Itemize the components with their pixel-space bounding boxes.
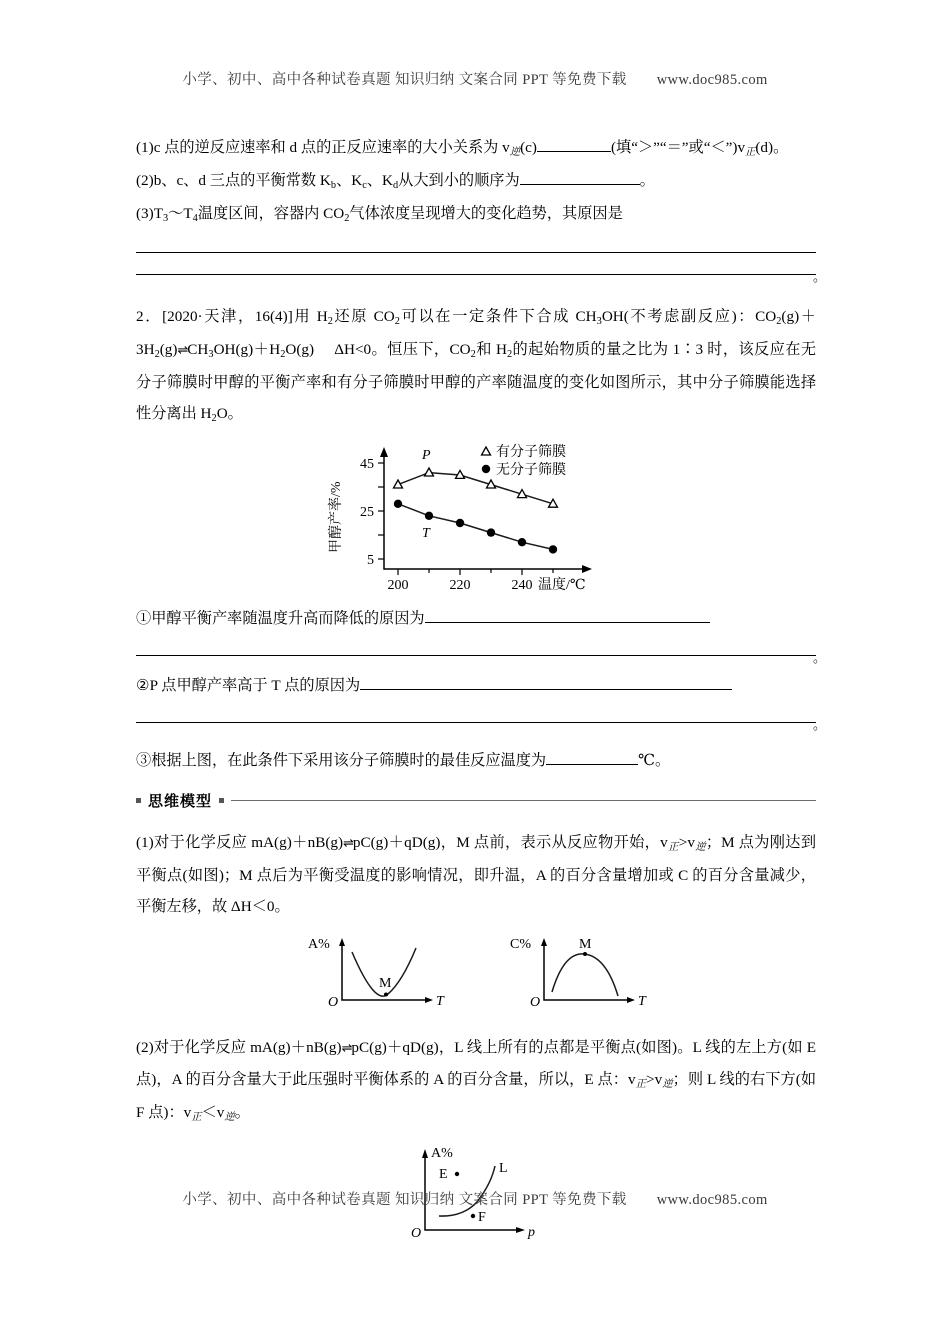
q1-item1-text-b: (c) [520,139,537,156]
q2-stem-sub-h2od: 2 [211,412,217,424]
q2-sub2-period: 。 [812,717,826,732]
legend-marker-no-membrane-icon [482,465,490,473]
figure-C-percent-vs-T [502,934,652,1014]
fig-left-point-M [384,993,388,997]
q2-sub1-period: 。 [812,650,826,665]
q1-item1-text-d: (d)。 [755,139,789,156]
methanol-yield-chart [136,441,816,593]
q2-stem-d: OH(不考虑副反应)：CO [601,308,777,325]
q1-item2-blank-1[interactable] [520,184,640,185]
q1-item3-blank-line-2[interactable] [136,274,816,275]
fig-right-x-label: T [638,994,646,1009]
q2-stem-h: OH(g)＋H [213,341,281,358]
q1-item1-sub-inverse: 逆 [509,146,521,158]
q2-stem-k: 的起始物质的量之比为 1∶3 时，该反应在无分子筛膜时甲醇的平衡产率和有分子筛膜时甲醇的产率随温度的变化如图所示，其中分子筛膜能选择性分离出 H [136,341,816,422]
q1-item3-sub-4: 4 [192,212,198,224]
q2-stem-sub-h2c: 2 [506,348,513,360]
model-p2-text-f: 。 [234,1104,250,1121]
chart-xtick-label-200: 200 [387,578,409,593]
fig-right-origin-label: O [530,995,541,1010]
q2-sub3-text-b: ℃。 [638,752,671,769]
fig-lp-label-F: F [478,1210,486,1225]
model-p1-sub-forward: 正 [667,841,679,853]
section-title: 思维模型 [148,793,213,810]
figure-pair-AC-vs-T [136,934,816,1014]
series-no-membrane-point-200 [394,500,402,508]
fig-lp-point-F [471,1214,475,1218]
model-p2-text-d: ；则 L 线的右下方(如 F 点)：v [136,1071,817,1121]
model-paragraph-1 [136,827,816,922]
q2-stem-j: 和 H [475,341,507,358]
model-p1-text-c: >v [678,834,695,851]
q1-item2-text-b: 、K [336,172,363,189]
series-no-membrane-point-230 [487,528,495,536]
model-p2-sub-inverse-2: 逆 [224,1111,235,1123]
model-p1-text-d: ；M 点为刚达到平衡点(如图)；M 点后为平衡受温度的影响情况，即升温，A 的百分含量增加或 C 的百分含量减少，平衡左移，故 ΔH＜0。 [136,834,817,915]
series-no-membrane-point-250 [549,545,557,553]
q2-stem-sub-co2c: 2 [470,348,476,360]
model-p2-sub-inverse: 逆 [662,1078,673,1090]
q2-stem-e: (g)＋3H [136,308,816,358]
chart-ytick-label-25: 25 [360,505,374,520]
q2-stem-sub-co2b: 2 [776,315,782,327]
equilibrium-arrow-icon-2: ⇌ [343,836,353,851]
chart-x-axis-label: 温度/℃ [538,578,586,593]
model-p2-text-a: (2)对于化学反应 mA(g)＋nB(g) [136,1039,342,1056]
fig-lp-origin-label: O [411,1226,422,1241]
series-no-membrane-point-220 [456,519,464,527]
series-no-membrane-point-210 [425,512,433,520]
fig-right-y-label: C% [510,937,531,952]
legend-label-no-membrane: 无分子筛膜 [496,463,566,478]
fig-right-label-M: M [579,937,592,952]
fig-lp-x-label: p [528,1225,535,1240]
q1-item2-sub-b: b [330,179,337,191]
watermark-url: www.doc985.com [656,72,768,88]
q2-stem-a: 2．[2020·天津，16(4)]用 H [136,308,328,325]
q2-sub2-blank-inline[interactable] [360,689,732,690]
fig-left-label-M: M [379,976,392,991]
model-p1-sub-inverse: 逆 [694,841,706,853]
chart-annotation-P: P [422,448,431,463]
q1-item2-sub-d: d [392,179,399,191]
equilibrium-arrow-icon-3: ⇌ [341,1041,352,1056]
fig-lp-label-L: L [499,1161,508,1176]
fig-right-point-M [583,952,587,956]
model-p2-text-e: ＜v [201,1104,225,1121]
q2-stem-sub-h2o: 2 [280,348,286,360]
q2-sub1-answer-area [136,650,826,665]
header-watermark [0,68,950,89]
q1-item1-blank-1[interactable] [537,151,611,152]
q2-sub2-answer-area [136,717,826,732]
q2-stem-sub-co2: 2 [394,315,400,327]
fig-lp-point-E [455,1172,459,1176]
q2-stem-b: 还原 CO [332,308,395,325]
model-p1-text-a: (1)对于化学反应 mA(g)＋nB(g) [136,834,344,851]
fig-lp-y-label: A% [431,1146,453,1161]
q2-stem-f: (g) [159,341,178,358]
legend-label-with-membrane: 有分子筛膜 [496,445,566,460]
q1-item3-text-a: (3)T [136,205,163,222]
q1-item3-blank-line-1[interactable] [136,252,816,253]
footer-watermark-text: 小学、初中、高中各种试卷真题 知识归纳 文案合同 PPT 等免费下载 [182,1192,627,1208]
document-content [136,132,826,1249]
q1-item1-text-a: (1)c 点的逆反应速率和 d 点的正反应速率的大小关系为 v [136,139,510,156]
q2-sub3-text-a: ③根据上图，在此条件下采用该分子筛膜时的最佳反应温度为 [136,752,547,769]
q2-stem-sub-h2b: 2 [154,348,160,360]
q1-item3-sub-3: 3 [163,212,169,224]
q1-item3-answer-area [136,252,826,284]
q1-item3-text-b: ～T [168,205,193,222]
chart-ytick-label-5: 5 [367,553,374,568]
chart-xtick-label-240: 240 [511,578,533,593]
model-p2-text-b: pC(g)＋qD(g)，L 线上所有的点都是平衡点(如图)。L 线的左上方(如 E 点)，A 的百分含量大于此压强时平衡体系的 A 的百分含量，所以，E 点：v [136,1039,816,1088]
legend-marker-with-membrane-icon [482,447,491,455]
q1-item2-sub-c: c [362,179,367,191]
model-p2-sub-forward-2: 正 [191,1111,202,1123]
fig-lp-x-arrow-icon [516,1227,525,1233]
footer-watermark [0,1188,950,1209]
series-with-membrane-point-210 [425,468,434,476]
bullet-square-right-icon [219,798,224,803]
q2-sub1-text: ①甲醇平衡产率随温度升高而降低的原因为 [136,610,425,627]
q2-stem-sub-ch3: 3 [596,315,602,327]
q1-item3-sub-co2: 2 [344,212,350,224]
chart-x-arrow-icon [582,565,592,573]
q1-item2-text-d: 从大到小的顺序为 [398,172,520,189]
fig-lp-y-arrow-icon [422,1149,428,1158]
q2-stem-i: O(g) ΔH<0。恒压下，CO [285,341,471,358]
q2-stem [136,301,816,431]
chart-svg [326,441,626,593]
model-p2-sub-forward: 正 [635,1078,647,1090]
chart-ytick-label-45: 45 [360,457,374,472]
fig-left-y-arrow-icon [339,938,345,946]
q1-item-3 [136,198,816,231]
fig-right-curve [552,954,618,996]
fig-right-x-arrow-icon [627,997,635,1003]
fig-left-origin-label: O [328,995,339,1010]
chart-xtick-label-220: 220 [449,578,471,593]
q2-sub3-blank[interactable] [546,764,638,765]
q2-sub-1 [136,603,816,634]
q2-sub-3 [136,745,816,776]
q1-item2-text-a: (2)b、c、d 三点的平衡常数 K [136,172,331,189]
model-paragraph-2 [136,1032,816,1130]
chart-annotation-T: T [422,526,430,541]
q2-stem-c: 可以在一定条件下合成 CH [399,308,597,325]
q1-item2-text-c: 、K [366,172,393,189]
q2-stem-l: O。 [216,405,243,422]
section-divider [231,800,816,801]
q1-item3-period: 。 [812,269,826,284]
q1-item-2 [136,165,816,198]
footer-watermark-url: www.doc985.com [656,1192,768,1208]
q2-stem-sub-ch3b: 3 [208,348,214,360]
figure-A-percent-vs-T [300,934,450,1014]
q2-sub1-blank-line-1[interactable] [136,655,816,656]
q1-item-1 [136,132,816,165]
q1-item3-text-d: 气体浓度呈现增大的变化趋势，其原因是 [349,205,623,222]
fig-left-y-label: A% [308,937,330,952]
q1-item2-period: 。 [639,172,655,189]
series-no-membrane-point-240 [518,538,526,546]
q2-stem-g: CH [187,341,209,358]
bullet-square-left-icon [136,798,141,803]
fig-lp-label-E: E [439,1167,448,1182]
fig-left-x-label: T [436,994,444,1009]
fig-right-y-arrow-icon [541,938,547,946]
q1-item1-text-c: (填“＞”“＝”或“＜”)v [610,139,746,156]
equilibrium-arrow-icon: ⇌ [177,343,188,358]
model-p2-text-c: >v [646,1071,663,1088]
model-p1-text-b: pC(g)＋qD(g)，M 点前，表示从反应物开始，v [352,834,668,851]
q2-sub2-text: ②P 点甲醇产率高于 T 点的原因为 [136,677,361,694]
q1-item1-sub-forward: 正 [745,146,756,158]
q2-sub1-blank-inline[interactable] [425,622,710,623]
fig-left-x-arrow-icon [425,997,433,1003]
q1-item3-text-c: 温度区间，容器内 CO [197,205,345,222]
chart-y-axis-label: 甲醇产率/% [329,481,344,553]
q2-sub2-blank-line-1[interactable] [136,722,816,723]
section-header-thinking-model [136,790,816,811]
q2-sub-2 [136,670,816,701]
q2-stem-sub-h2: 2 [327,315,333,327]
chart-y-arrow-icon [380,447,388,457]
watermark-text: 小学、初中、高中各种试卷真题 知识归纳 文案合同 PPT 等免费下载 [182,72,627,88]
